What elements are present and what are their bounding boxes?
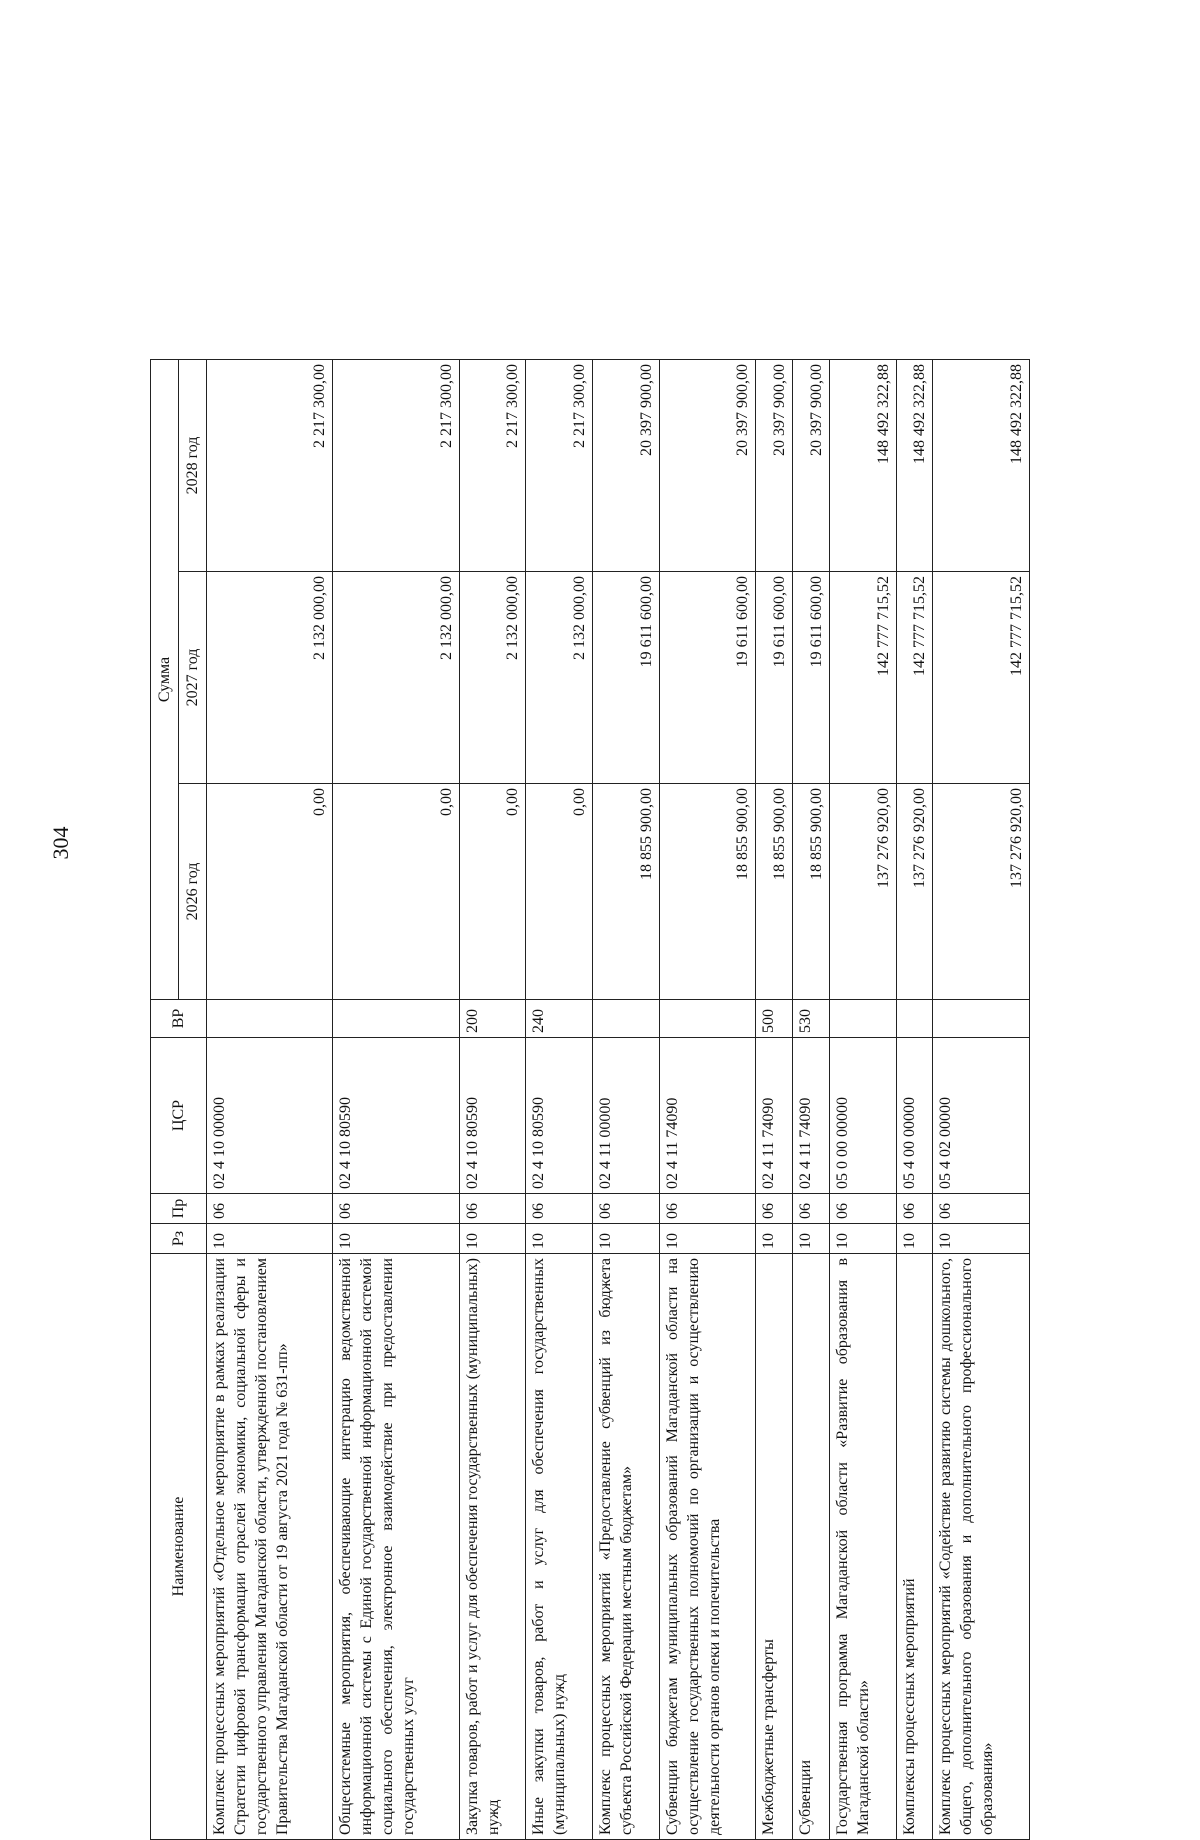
header-pr: Пр (151, 1194, 207, 1224)
row-rz: 10 (793, 1224, 830, 1254)
row-sum-2027: 2 132 000,00 (207, 572, 333, 784)
table-row (333, 359, 459, 1839)
row-sum-2027: 2 132 000,00 (526, 572, 593, 784)
row-sum-2028: 2 217 300,00 (459, 359, 526, 571)
table-row (896, 359, 933, 1839)
row-csr: 02 4 11 74090 (756, 1038, 793, 1194)
table-row (659, 359, 755, 1839)
row-sum-2027: 142 777 715,52 (829, 572, 896, 784)
row-rz: 10 (592, 1224, 659, 1254)
row-sum-2028: 148 492 322,88 (829, 359, 896, 571)
row-name: Иные закупки товаров, работ и услуг для обеспечения государственных (муниципальных) нужд (526, 1254, 593, 1840)
row-rz: 10 (207, 1224, 333, 1254)
row-sum-2026: 0,00 (333, 784, 459, 1000)
row-pr: 06 (333, 1194, 459, 1224)
row-sum-2028: 20 397 900,00 (659, 359, 755, 571)
row-sum-2028: 2 217 300,00 (207, 359, 333, 571)
page-number: 304 (48, 826, 73, 860)
row-name: Государственная программа Магаданской области «Развитие образования в Магаданской области» (829, 1254, 896, 1840)
row-rz: 10 (526, 1224, 593, 1254)
row-pr: 06 (896, 1194, 933, 1224)
row-name: Межбюджетные трансферты (756, 1254, 793, 1840)
table-row (207, 359, 333, 1839)
header-2027: 2027 год (179, 572, 207, 784)
row-csr: 02 4 11 74090 (659, 1038, 755, 1194)
row-sum-2028: 2 217 300,00 (526, 359, 593, 571)
row-vr (829, 1000, 896, 1038)
header-2028: 2028 год (179, 359, 207, 571)
row-rz: 10 (933, 1224, 1030, 1254)
row-sum-2028: 20 397 900,00 (756, 359, 793, 571)
row-sum-2028: 148 492 322,88 (896, 359, 933, 571)
row-sum-2026: 0,00 (459, 784, 526, 1000)
row-vr (659, 1000, 755, 1038)
row-sum-2026: 0,00 (526, 784, 593, 1000)
row-rz: 10 (659, 1224, 755, 1254)
row-pr: 06 (793, 1194, 830, 1224)
budget-table (150, 359, 1030, 1840)
row-pr: 06 (207, 1194, 333, 1224)
row-csr: 02 4 11 00000 (592, 1038, 659, 1194)
row-sum-2026: 18 855 900,00 (592, 784, 659, 1000)
row-csr: 02 4 10 80590 (459, 1038, 526, 1194)
row-csr: 02 4 10 00000 (207, 1038, 333, 1194)
row-sum-2026: 18 855 900,00 (756, 784, 793, 1000)
row-vr (592, 1000, 659, 1038)
table-row (933, 359, 1030, 1839)
table-row (526, 359, 593, 1839)
row-csr: 05 4 02 00000 (933, 1038, 1030, 1194)
row-pr: 06 (659, 1194, 755, 1224)
row-rz: 10 (829, 1224, 896, 1254)
row-sum-2027: 142 777 715,52 (933, 572, 1030, 784)
row-sum-2027: 19 611 600,00 (793, 572, 830, 784)
row-vr: 530 (793, 1000, 830, 1038)
row-sum-2027: 19 611 600,00 (659, 572, 755, 784)
row-pr: 06 (756, 1194, 793, 1224)
row-sum-2028: 2 217 300,00 (333, 359, 459, 571)
row-sum-2026: 0,00 (207, 784, 333, 1000)
header-sum: Сумма (151, 359, 179, 999)
row-name: Общесистемные мероприятия, обеспечивающие интеграцию ведомственной информационной системы с Единой государственной информационной системой социального обеспечения, электронное взаимодействие при предоставлении государственных услуг (333, 1254, 459, 1840)
row-sum-2027: 19 611 600,00 (756, 572, 793, 784)
row-sum-2028: 148 492 322,88 (933, 359, 1030, 571)
row-vr (207, 1000, 333, 1038)
row-csr: 02 4 10 80590 (526, 1038, 593, 1194)
row-sum-2028: 20 397 900,00 (793, 359, 830, 571)
row-csr: 02 4 11 74090 (793, 1038, 830, 1194)
row-vr (333, 1000, 459, 1038)
row-vr: 500 (756, 1000, 793, 1038)
row-sum-2027: 142 777 715,52 (896, 572, 933, 784)
row-sum-2027: 19 611 600,00 (592, 572, 659, 784)
row-name: Комплекс процессных мероприятий «Предоставление субвенций из бюджета субъекта Российской Федерации местным бюджетам» (592, 1254, 659, 1840)
header-vr: ВР (151, 1000, 207, 1038)
row-vr: 240 (526, 1000, 593, 1038)
table-row (793, 359, 830, 1839)
row-sum-2026: 137 276 920,00 (933, 784, 1030, 1000)
rotated-table-container (150, 360, 1030, 1840)
row-vr (896, 1000, 933, 1038)
row-name: Закупка товаров, работ и услуг для обеспечения государственных (муниципальных) нужд (459, 1254, 526, 1840)
table-row (756, 359, 793, 1839)
header-csr: ЦСР (151, 1038, 207, 1194)
row-sum-2028: 20 397 900,00 (592, 359, 659, 571)
row-name: Субвенции (793, 1254, 830, 1840)
row-sum-2026: 137 276 920,00 (829, 784, 896, 1000)
header-rz: Рз (151, 1224, 207, 1254)
row-name: Субвенции бюджетам муниципальных образований Магаданской области на осуществление государственных полномочий по организации и осуществлению деятельности органов опеки и попечительства (659, 1254, 755, 1840)
row-name: Комплексы процессных мероприятий (896, 1254, 933, 1840)
row-pr: 06 (933, 1194, 1030, 1224)
row-sum-2026: 137 276 920,00 (896, 784, 933, 1000)
row-rz: 10 (333, 1224, 459, 1254)
row-vr: 200 (459, 1000, 526, 1038)
row-csr: 05 0 00 00000 (829, 1038, 896, 1194)
row-pr: 06 (459, 1194, 526, 1224)
row-csr: 02 4 10 80590 (333, 1038, 459, 1194)
row-sum-2027: 2 132 000,00 (459, 572, 526, 784)
header-2026: 2026 год (179, 784, 207, 1000)
row-vr (933, 1000, 1030, 1038)
row-pr: 06 (526, 1194, 593, 1224)
row-pr: 06 (592, 1194, 659, 1224)
row-name: Комплекс процессных мероприятий «Содействие развитию системы дошкольного, общего, дополнительного образования и дополнительного профессионального образования» (933, 1254, 1030, 1840)
row-sum-2026: 18 855 900,00 (793, 784, 830, 1000)
row-rz: 10 (459, 1224, 526, 1254)
row-sum-2026: 18 855 900,00 (659, 784, 755, 1000)
row-pr: 06 (829, 1194, 896, 1224)
row-rz: 10 (896, 1224, 933, 1254)
row-csr: 05 4 00 00000 (896, 1038, 933, 1194)
row-name: Комплекс процессных мероприятий «Отдельное мероприятие в рамках реализации Стратегии цифровой трансформации отраслей экономики, социальной сферы и государственного управления Магаданской области, утвержденной постановлением Правительства Магаданской области от 19 августа 2021 года № 631-пп» (207, 1254, 333, 1840)
row-rz: 10 (756, 1224, 793, 1254)
table-row (459, 359, 526, 1839)
header-name: Наименование (151, 1254, 207, 1840)
row-sum-2027: 2 132 000,00 (333, 572, 459, 784)
table-row (592, 359, 659, 1839)
table-row (829, 359, 896, 1839)
